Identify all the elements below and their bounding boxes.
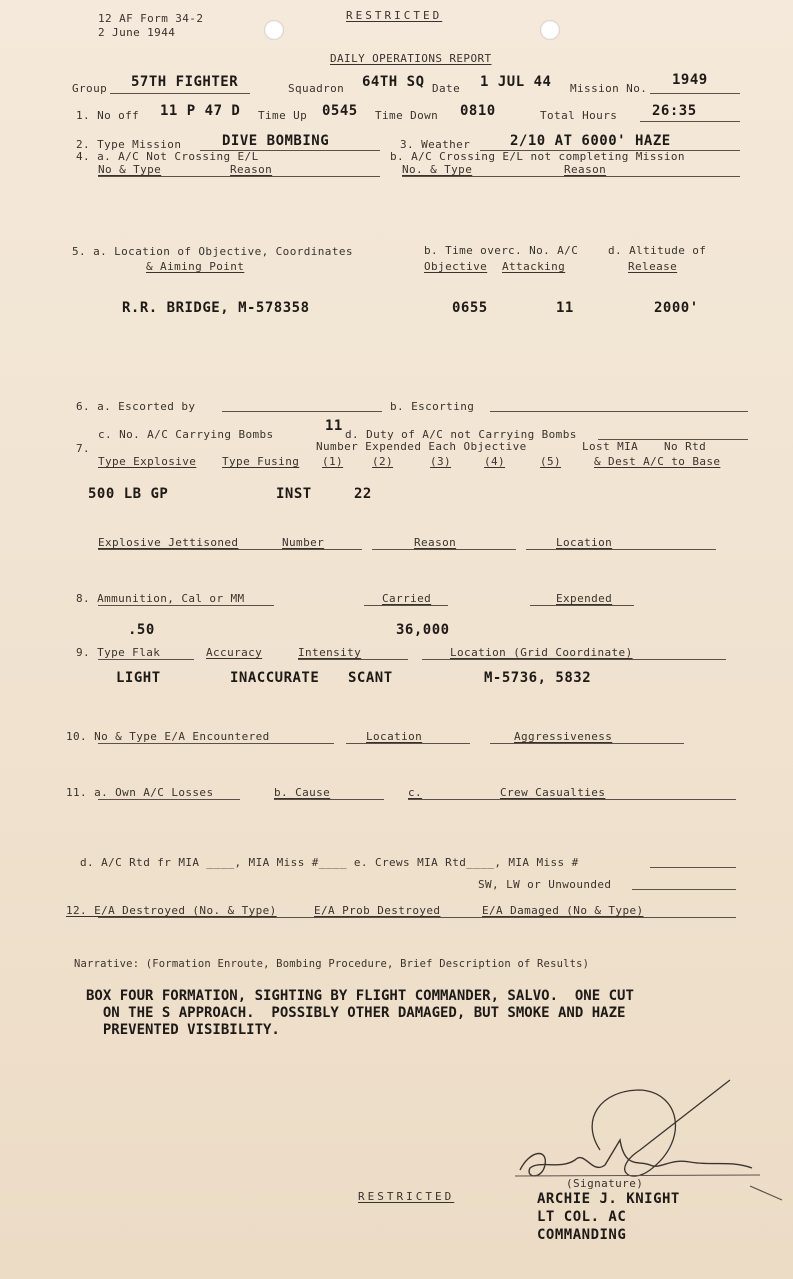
duty-not-carrying-label: d. Duty of A/C not Carrying Bombs xyxy=(345,428,577,441)
caliber-value: .50 xyxy=(128,622,155,638)
flak-type-value: LIGHT xyxy=(116,670,161,686)
date-value: 1 JUL 44 xyxy=(480,74,552,90)
aggressiveness-label: Aggressiveness xyxy=(514,730,613,743)
release-sub: Release xyxy=(628,260,678,273)
punch-hole-right xyxy=(540,20,560,40)
weather-value: 2/10 AT 6000' HAZE xyxy=(510,133,671,149)
no-type-sub-2: No. & Type xyxy=(402,163,473,176)
intensity-label: Intensity xyxy=(298,646,362,659)
squadron-label: Squadron xyxy=(288,82,345,95)
accuracy-label: Accuracy xyxy=(206,646,263,659)
c-label: c. xyxy=(408,786,423,799)
no-rtd-label: No Rtd xyxy=(664,440,707,453)
expended-value: 22 xyxy=(354,486,372,502)
ea-encountered-label: 10. No & Type E/A Encountered xyxy=(66,730,270,743)
altitude-label: d. Altitude of xyxy=(608,244,707,257)
flak-intensity-value: SCANT xyxy=(348,670,393,686)
mia-returned-line: d. A/C Rtd fr MIA ____, MIA Miss #____ e. Crews MIA Rtd____, MIA Miss # xyxy=(80,856,579,869)
date-label: Date xyxy=(432,82,461,95)
reason-sub-2: Reason xyxy=(564,163,607,176)
group-label: Group xyxy=(72,82,108,95)
narrative-label: Narrative: (Formation Enroute, Bombing Procedure, Brief Description of Results) xyxy=(74,958,590,970)
time-down-value: 0810 xyxy=(460,103,496,119)
time-up-label: Time Up xyxy=(258,109,308,122)
own-losses-label: 11. a. Own A/C Losses xyxy=(66,786,214,799)
dest-ac-label: & Dest A/C to Base xyxy=(594,455,721,468)
group-value: 57TH FIGHTER xyxy=(131,74,239,90)
lost-mia-label: Lost MIA xyxy=(582,440,639,453)
no-ac-label: c. No. A/C xyxy=(508,244,579,257)
carried-label: Carried xyxy=(382,592,432,605)
signer-rank: LT COL. AC xyxy=(537,1209,627,1225)
signature-label: (Signature) xyxy=(566,1177,644,1190)
narrative-text: BOX FOUR FORMATION, SIGHTING BY FLIGHT COMMANDER, SALVO. ONE CUT ON THE S APPROACH. POSSIBLY OTHER DAMAGED, BUT SMOKE AND HAZE PREVENTED VISIBILITY. xyxy=(86,988,634,1038)
ea-location-label: Location xyxy=(366,730,423,743)
classification-bottom: RESTRICTED xyxy=(358,1190,455,1203)
altitude-value: 2000' xyxy=(654,300,699,316)
classification-top: RESTRICTED xyxy=(346,9,443,22)
type-mission-label: 2. Type Mission xyxy=(76,138,182,151)
type-flak-label: 9. Type Flak xyxy=(76,646,161,659)
objective-location-value: R.R. BRIDGE, M-578358 xyxy=(122,300,310,316)
ac-carrying-bombs-value: 11 xyxy=(325,418,343,434)
time-over-label: b. Time over xyxy=(424,244,509,257)
form-date: 2 June 1944 xyxy=(98,26,176,39)
ea-prob-destroyed-label: E/A Prob Destroyed xyxy=(314,904,441,917)
time-over-value: 0655 xyxy=(452,300,488,316)
attacking-sub: Attacking xyxy=(502,260,566,273)
ac-not-crossing-label: 4. a. A/C Not Crossing E/L xyxy=(76,150,259,163)
number-expended-label: Number Expended Each Objective xyxy=(316,440,527,453)
unwounded-line: SW, LW or Unwounded xyxy=(478,878,612,891)
no-off-value: 11 P 47 D xyxy=(160,103,241,119)
jett-location-label: Location xyxy=(556,536,613,549)
flak-location-label: Location (Grid Coordinate) xyxy=(450,646,633,659)
ac-carrying-bombs-label: c. No. A/C Carrying Bombs xyxy=(98,428,274,441)
fusing-value: INST xyxy=(276,486,312,502)
col-3: (3) xyxy=(430,455,452,468)
reason-sub: Reason xyxy=(230,163,273,176)
type-fusing-label: Type Fusing xyxy=(222,455,300,468)
flak-location-value: M-5736, 5832 xyxy=(484,670,592,686)
item7-number: 7. xyxy=(76,442,91,455)
form-id: 12 AF Form 34-2 xyxy=(98,12,204,25)
mission-no-value: 1949 xyxy=(672,72,708,88)
col-5: (5) xyxy=(540,455,562,468)
attacking-value: 11 xyxy=(556,300,574,316)
total-hours-value: 26:35 xyxy=(652,103,697,119)
type-explosive-label: Type Explosive xyxy=(98,455,197,468)
objective-location-label: 5. a. Location of Objective, Coordinates xyxy=(72,245,353,258)
jettisoned-label: Explosive Jettisoned xyxy=(98,536,239,549)
carried-value: 36,000 xyxy=(396,622,450,638)
escorting-label: b. Escorting xyxy=(390,400,475,413)
time-up-value: 0545 xyxy=(322,103,358,119)
no-off-label: 1. No off xyxy=(76,109,140,122)
mission-no-label: Mission No. xyxy=(570,82,648,95)
no-type-sub: No & Type xyxy=(98,163,162,176)
squadron-value: 64TH SQ xyxy=(362,74,425,90)
explosive-value: 500 LB GP xyxy=(88,486,169,502)
col-1: (1) xyxy=(322,455,344,468)
signer-name: ARCHIE J. KNIGHT xyxy=(537,1191,680,1207)
flak-accuracy-value: INACCURATE xyxy=(230,670,320,686)
jett-reason-label: Reason xyxy=(414,536,457,549)
escorted-by-label: 6. a. Escorted by xyxy=(76,400,196,413)
time-over-sub: Objective xyxy=(424,260,488,273)
time-down-label: Time Down xyxy=(375,109,439,122)
punch-hole-left xyxy=(264,20,284,40)
jett-number-label: Number xyxy=(282,536,325,549)
signer-role: COMMANDING xyxy=(537,1227,627,1243)
report-title: DAILY OPERATIONS REPORT xyxy=(330,52,492,65)
type-mission-value: DIVE BOMBING xyxy=(222,133,330,149)
ammunition-label: 8. Ammunition, Cal or MM xyxy=(76,592,245,605)
ea-destroyed-label: 12. E/A Destroyed (No. & Type) xyxy=(66,904,277,917)
aiming-point-sub: & Aiming Point xyxy=(146,260,245,273)
col-2: (2) xyxy=(372,455,394,468)
col-4: (4) xyxy=(484,455,506,468)
crew-casualties-label: Crew Casualties xyxy=(500,786,606,799)
total-hours-label: Total Hours xyxy=(540,109,618,122)
cause-label: b. Cause xyxy=(274,786,331,799)
expended-label: Expended xyxy=(556,592,613,605)
ac-crossing-label: b. A/C Crossing E/L not completing Mission xyxy=(390,150,685,163)
ea-damaged-label: E/A Damaged (No & Type) xyxy=(482,904,644,917)
weather-label: 3. Weather xyxy=(400,138,471,151)
